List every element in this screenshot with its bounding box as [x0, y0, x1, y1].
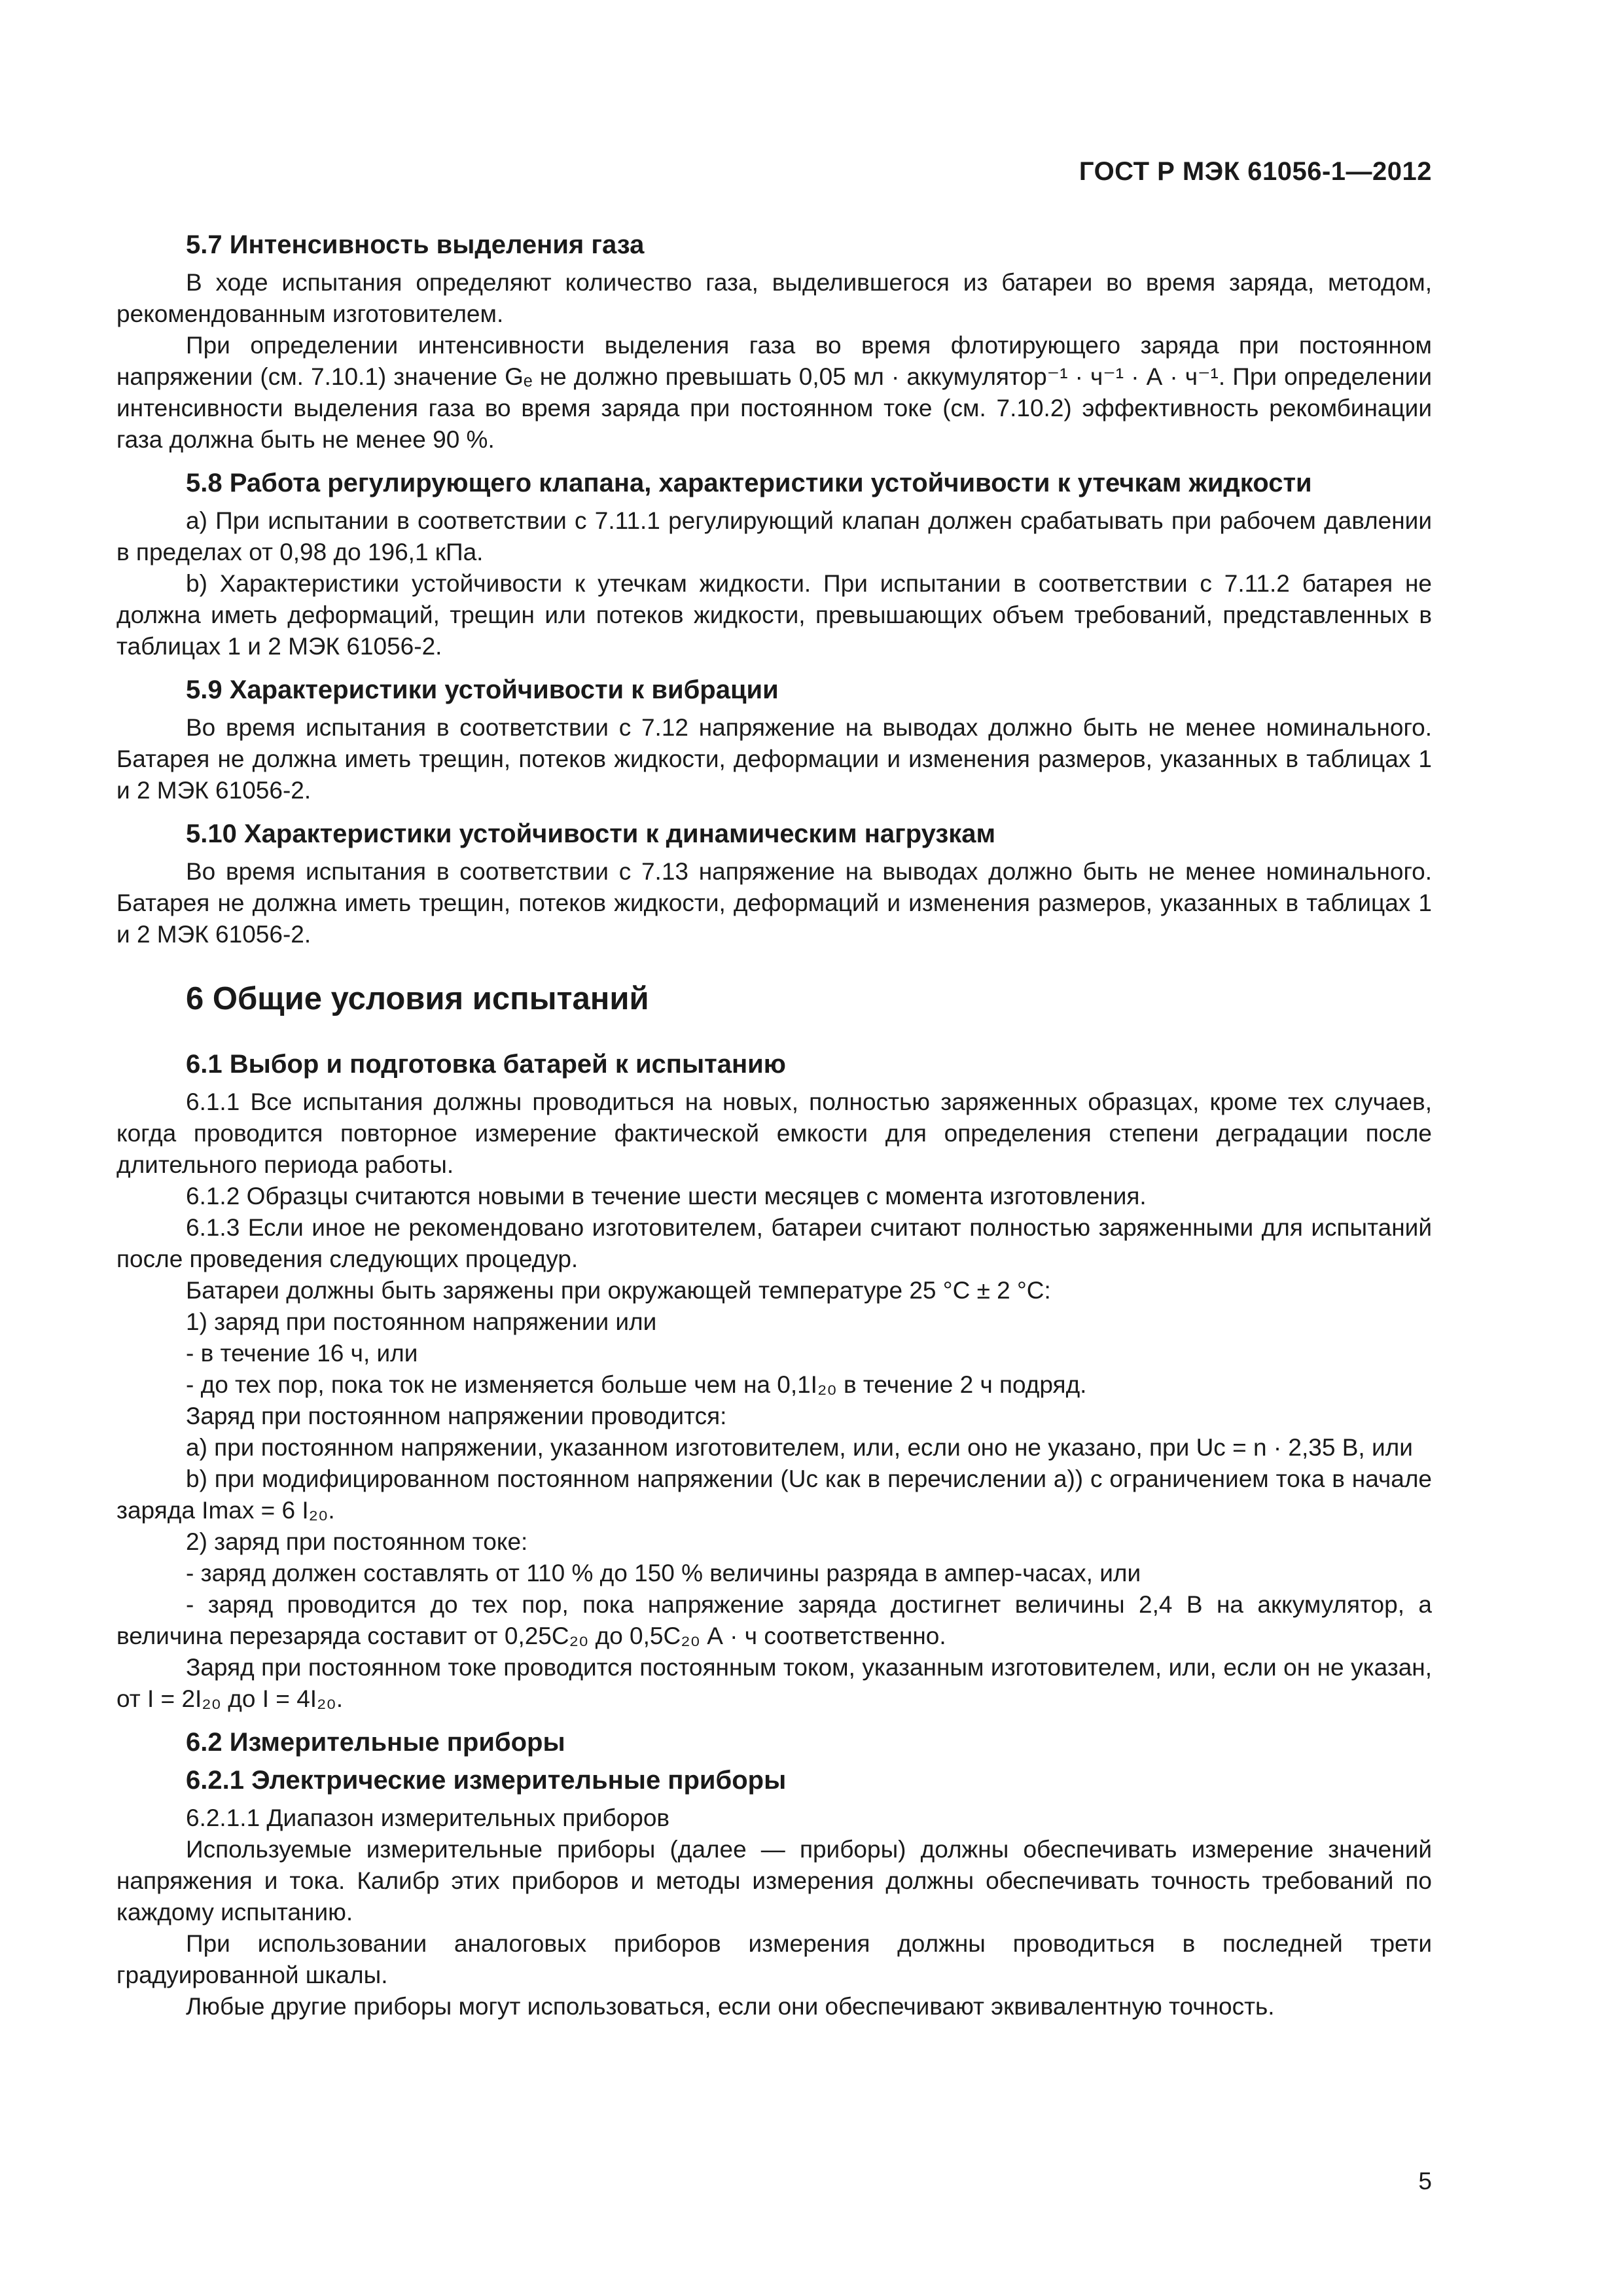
section-5-10-title: 5.10 Характеристики устойчивости к динамическим нагрузкам: [186, 819, 996, 848]
section-6-2-1-paragraph-3: Любые другие приборы могут использоваться, если они обеспечивают эквивалентную точность.: [186, 1993, 1275, 2020]
standard-code: ГОСТ Р МЭК 61056-1—2012: [1079, 157, 1432, 186]
section-5-9-title: 5.9 Характеристики устойчивости к вибрации: [186, 675, 779, 704]
clause-6-1-1: 6.1.1 Все испытания должны проводиться на новых, полностью заряженных образцах, кроме тех случаев, когда проводится повторное измерение фактической емкости для определения степени деградации после длительного периода работы.: [116, 1088, 1432, 1178]
charge-temperature-paragraph: Батареи должны быть заряжены при окружающей температуре 25 °С ± 2 °С:: [186, 1277, 1051, 1304]
section-6-2-1-paragraph-1: Используемые измерительные приборы (далее — приборы) должны обеспечивать измерение значений напряжения и тока. Калибр этих приборов и методы измерения должны обеспечивать точность требований по каждому испытанию.: [116, 1836, 1432, 1926]
section-5-8-title: 5.8 Работа регулирующего клапана, характеристики устойчивости к утечкам жидкости: [186, 469, 1312, 497]
section-6-2-1-title: 6.2.1 Электрические измерительные приборы: [186, 1766, 787, 1795]
clause-6-2-1-1: 6.2.1.1 Диапазон измерительных приборов: [186, 1804, 670, 1831]
clause-6-1-2: 6.1.2 Образцы считаются новыми в течение шести месяцев с момента изготовления.: [186, 1183, 1147, 1210]
list-item-2-dash-b: - заряд проводится до тех пор, пока напряжение заряда достигнет величины 2,4 В на аккумулятор, а величина перезаряда составит от 0,25С₂₀ до 0,5С₂₀ А · ч соответственно.: [116, 1591, 1432, 1649]
page-content: [116, 229, 1432, 2022]
list-item-1: 1) заряд при постоянном напряжении или: [186, 1308, 657, 1335]
section-5-8-item-b: b) Характеристики устойчивости к утечкам жидкости. При испытании в соответствии с 7.11.2 батарея не должна иметь деформаций, трещин или потеков жидкости, превышающих объем требований, представленных в таблицах 1 и 2 МЭК 61056-2.: [116, 570, 1432, 660]
section-5-7-paragraph-2: При определении интенсивности выделения газа во время флотирующего заряда при постоянном напряжении (см. 7.10.1) значение Gₑ не должно превышать 0,05 мл · аккумулятор⁻¹ · ч⁻¹ · А · ч⁻¹. При определении интенсивности выделения газа во время заряда при постоянном токе (см. 7.10.2) эффективность рекомбинации газа должна быть не менее 90 %.: [116, 332, 1432, 453]
section-5-7-paragraph-1: В ходе испытания определяют количество газа, выделившегося из батареи во время заряда, методом, рекомендованным изготовителем.: [116, 269, 1432, 327]
section-5-8-item-a: a) При испытании в соответствии с 7.11.1 регулирующий клапан должен срабатывать при рабочем давлении в пределах от 0,98 до 196,1 кПа.: [116, 507, 1432, 565]
section-5-10-paragraph: Во время испытания в соответствии с 7.13 напряжение на выводах должно быть не менее номинального. Батарея не должна иметь трещин, потеков жидкости, деформаций и изменения размеров, указанных в таблицах 1 и 2 МЭК 61056-2.: [116, 858, 1432, 948]
list-item-a: a) при постоянном напряжении, указанном изготовителем, или, если оно не указано, при Uс = n · 2,35 В, или: [186, 1434, 1413, 1461]
constant-current-paragraph: Заряд при постоянном токе проводится постоянным током, указанным изготовителем, или, если он не указан, от I = 2I₂₀ до I = 4I₂₀.: [116, 1654, 1432, 1712]
section-5-7-title: 5.7 Интенсивность выделения газа: [186, 230, 645, 259]
list-item-b: b) при модифицированном постоянном напряжении (Uс как в перечислении а)) с ограничением тока в начале заряда Imax = 6 I₂₀.: [116, 1465, 1432, 1524]
list-item-2: 2) заряд при постоянном токе:: [186, 1528, 528, 1555]
constant-voltage-paragraph: Заряд при постоянном напряжении проводится:: [186, 1403, 727, 1429]
list-item-2-dash-a: - заряд должен составлять от 110 % до 150 % величины разряда в ампер-часах, или: [186, 1560, 1141, 1587]
section-6-2-title: 6.2 Измерительные приборы: [186, 1728, 565, 1757]
section-6-2-1-paragraph-2: При использовании аналоговых приборов измерения должны проводиться в последней трети градуированной шкалы.: [116, 1930, 1432, 1988]
section-6-1-title: 6.1 Выбор и подготовка батарей к испытанию: [186, 1050, 786, 1079]
page-number: 5: [1418, 2168, 1432, 2195]
section-5-9-paragraph: Во время испытания в соответствии с 7.12 напряжение на выводах должно быть не менее номинального. Батарея не должна иметь трещин, потеков жидкости, деформации и изменения размеров, указанных в таблицах 1 и 2 МЭК 61056-2.: [116, 714, 1432, 804]
clause-6-1-3: 6.1.3 Если иное не рекомендовано изготовителем, батареи считают полностью заряженными для испытаний после проведения следующих процедур.: [116, 1214, 1432, 1272]
list-item-1-dash-a: - в течение 16 ч, или: [186, 1340, 418, 1367]
section-6-title: 6 Общие условия испытаний: [186, 981, 649, 1016]
list-item-1-dash-b: - до тех пор, пока ток не изменяется больше чем на 0,1I₂₀ в течение 2 ч подряд.: [186, 1371, 1087, 1398]
